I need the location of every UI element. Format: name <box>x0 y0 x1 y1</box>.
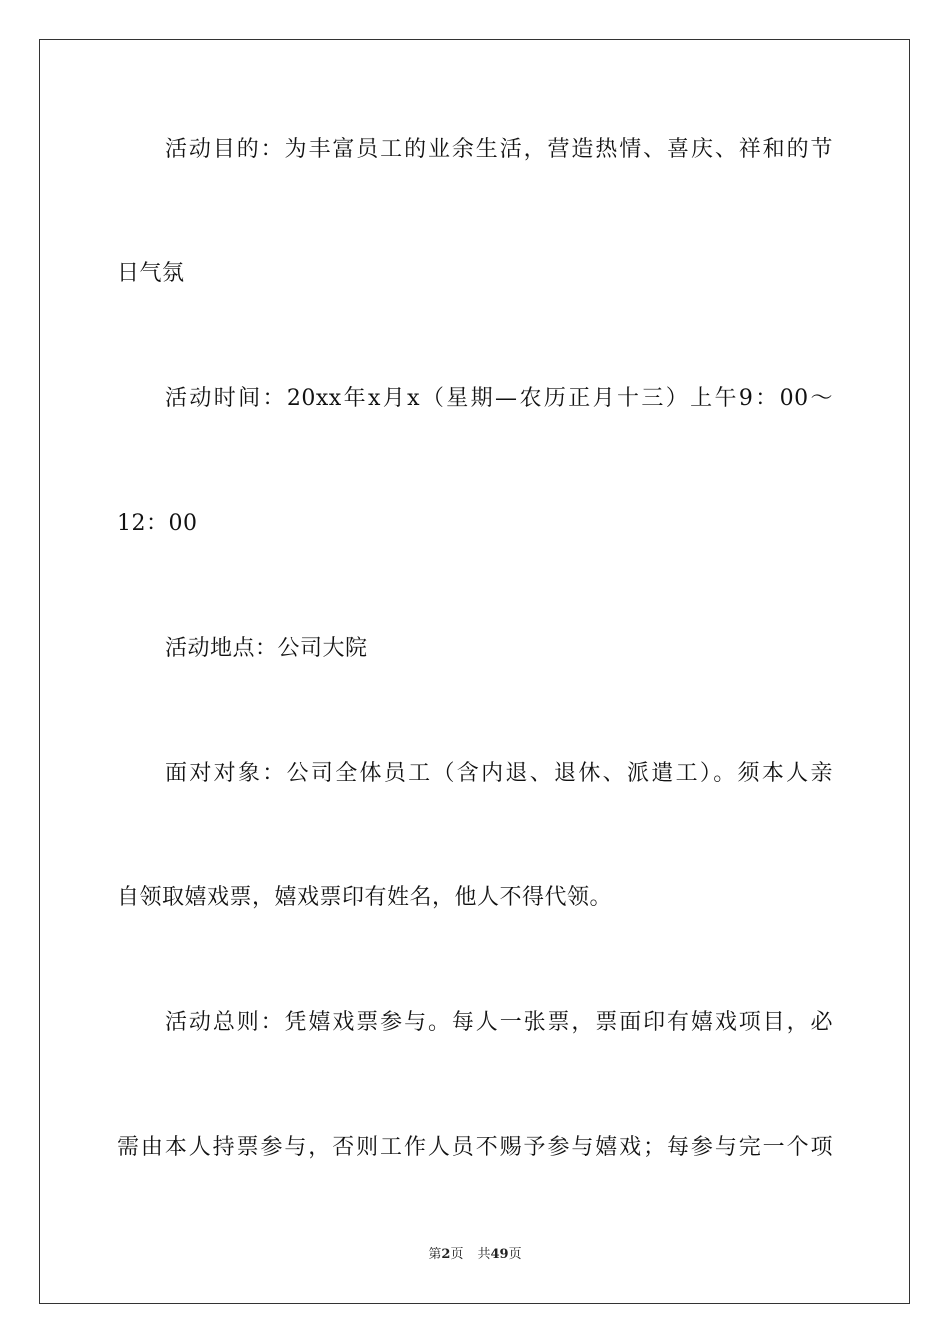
total-pages: 49 <box>490 1247 509 1262</box>
paragraph-line: 面对对象：公司全体员工（含内退、退休、派遣工）。须本人亲 <box>165 761 833 786</box>
paragraph-line: 活动目的：为丰富员工的业余生活，营造热情、喜庆、祥和的节 <box>165 137 833 162</box>
total-suffix: 页 <box>508 1247 522 1262</box>
paragraph-line: 12：00 <box>117 511 198 536</box>
paragraph-line: 日气氛 <box>117 261 185 286</box>
paragraph-line: 活动地点：公司大院 <box>165 636 368 661</box>
paragraph-line: 活动时间：20xx年x月x（星期—农历正月十三）上午9：00～ <box>165 386 833 411</box>
page-frame <box>39 39 910 1304</box>
page-prefix: 第 <box>428 1247 442 1262</box>
paragraph-line: 需由本人持票参与，否则工作人员不赐予参与嬉戏；每参与完一个项 <box>117 1135 833 1160</box>
page-number: 2 <box>441 1247 451 1262</box>
paragraph-line: 自领取嬉戏票，嬉戏票印有姓名，他人不得代领。 <box>117 885 613 910</box>
page-footer <box>0 1246 950 1264</box>
page-suffix: 页 <box>450 1247 464 1262</box>
total-prefix: 共 <box>477 1247 491 1262</box>
paragraph-line: 活动总则：凭嬉戏票参与。每人一张票，票面印有嬉戏项目，必 <box>165 1010 833 1035</box>
